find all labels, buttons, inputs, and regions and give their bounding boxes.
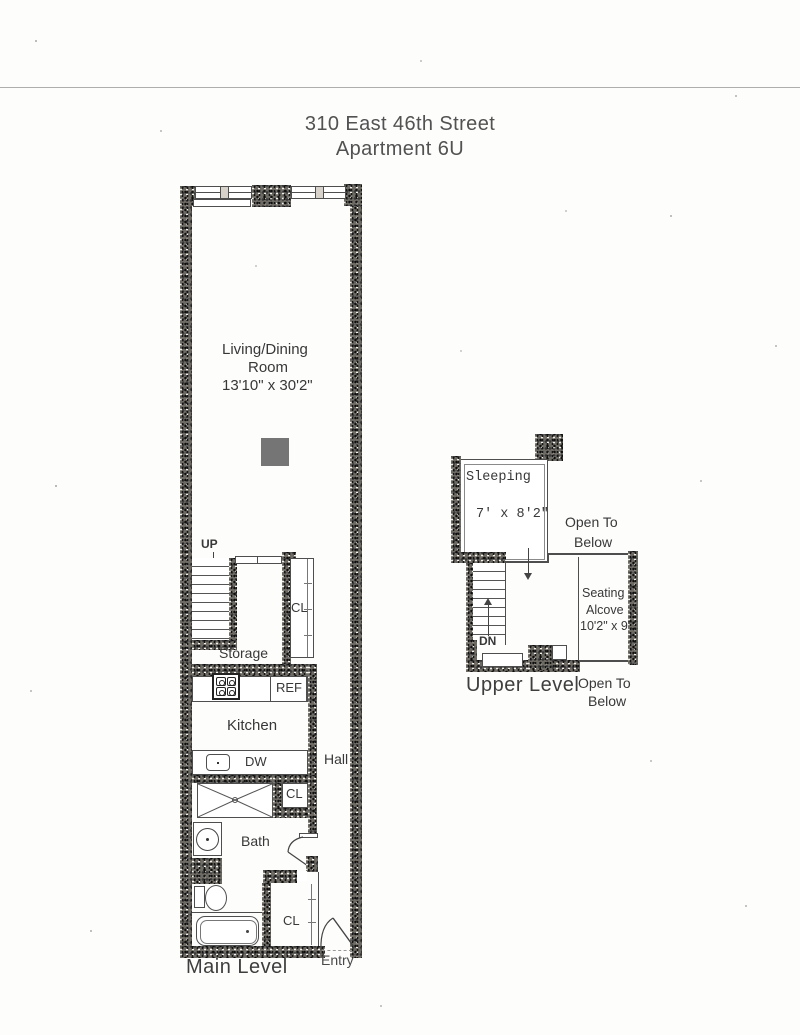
closet-lower-notch — [297, 871, 307, 881]
bath-label: Bath — [241, 833, 270, 849]
open-to-below-side-1: Open To — [565, 514, 618, 530]
closet-door-tick-1 — [304, 583, 312, 584]
sleeping-label: Sleeping — [466, 470, 531, 485]
bathtub-drain — [246, 930, 249, 933]
stairs-up-treads — [192, 558, 229, 642]
window-sill — [193, 199, 251, 207]
shower-glass-lines — [198, 784, 272, 817]
dishwasher-label: DW — [245, 754, 267, 769]
vanity-wall-below — [192, 858, 222, 884]
closet-upper-label: CL — [291, 600, 308, 615]
sleeping-exit-arrow-shaft — [528, 548, 529, 574]
main-wall-top-corner-right — [344, 184, 362, 206]
bath-sink-drain — [206, 838, 209, 841]
main-wall-right — [350, 184, 362, 958]
main-level-label: Main Level — [186, 956, 288, 978]
bath-door-wall-stub — [306, 856, 318, 872]
upper-wall-right — [628, 551, 638, 665]
closet-door-tick-3 — [304, 635, 312, 636]
upper-bottom-notch — [552, 645, 567, 660]
upper-alcove-divider — [578, 557, 579, 661]
upper-level-label: Upper Level — [466, 674, 580, 696]
window-left-mullion — [220, 186, 229, 199]
bath-wall-top-left — [192, 775, 278, 783]
closet-lower-door-track — [311, 884, 312, 945]
closet-lower-tick-1 — [308, 899, 316, 900]
stove-burner — [227, 677, 237, 686]
stairs-down-arrow-shaft — [488, 604, 489, 636]
bathtub — [196, 916, 259, 946]
bath-closet-wall-vertical — [262, 883, 271, 946]
entry-label: Entry — [321, 952, 354, 968]
seating-alcove-label-1: Seating — [582, 586, 625, 600]
main-wall-left — [180, 186, 192, 958]
kitchen-wall-top — [192, 664, 317, 676]
kitchen-label: Kitchen — [227, 717, 278, 734]
hall-label: Hall — [324, 751, 349, 767]
upper-line-connector — [547, 553, 549, 563]
room-label-living-dining-2: Room — [248, 359, 289, 376]
main-wall-top-center-pier — [252, 185, 291, 207]
stove — [212, 673, 240, 700]
closet-lower-tick-2 — [308, 922, 316, 923]
upper-alcove-bottom-line — [580, 660, 628, 662]
room-dimensions-living-dining: 13'10" x 30'2" — [222, 377, 313, 394]
refrigerator-label: REF — [276, 680, 302, 695]
kitchen-wall-right — [308, 664, 317, 775]
kitchen-sink-drain — [217, 762, 219, 764]
toilet-bowl — [205, 885, 227, 911]
kitchen-sink — [206, 754, 230, 771]
upper-bottom-pier — [528, 645, 552, 670]
toilet-tank — [194, 886, 205, 908]
stairs-down-edge-line — [505, 561, 506, 645]
bath-vanity — [193, 822, 222, 856]
upper-open-top-line — [548, 553, 628, 555]
scan-artifact-line — [0, 87, 800, 88]
page-title-apartment: Apartment 6U — [335, 138, 465, 160]
shower — [197, 783, 273, 818]
upper-bench — [482, 653, 523, 667]
closet-lower-label: CL — [283, 913, 300, 928]
stove-burner — [216, 687, 226, 696]
stairs-down-label: DN — [479, 634, 497, 648]
entry-threshold — [322, 950, 352, 951]
bath-closet-wall-top — [263, 870, 297, 883]
seating-alcove-dimensions: 10'2" x 9' — [580, 619, 631, 633]
structural-column — [261, 438, 289, 466]
scan-noise-specks — [0, 0, 2, 2]
hall-wall-left — [308, 775, 317, 833]
window-right-mullion — [315, 186, 324, 199]
room-label-living-dining-1: Living/Dining — [222, 341, 308, 358]
sleeping-wall-bottom-left — [451, 552, 506, 563]
railing-segment-2 — [257, 556, 282, 564]
stair-wall-right — [229, 558, 237, 642]
sleeping-wall-left — [451, 456, 461, 563]
storage-label: Storage — [219, 645, 269, 661]
toilet-divider-line — [192, 912, 262, 913]
entry-door — [318, 914, 358, 954]
open-to-below-side-2: Below — [574, 534, 613, 550]
seating-alcove-label-2: Alcove — [586, 603, 624, 617]
open-to-below-bottom-1: Open To — [578, 675, 631, 691]
sleeping-dimensions: 7' x 8'2" — [476, 507, 549, 522]
railing-segment-1 — [235, 556, 258, 564]
stove-burner — [227, 687, 237, 696]
page-title-address: 310 East 46th Street — [304, 113, 496, 135]
sleeping-exit-arrow-head — [524, 573, 532, 580]
upper-landing-top-line — [506, 561, 548, 563]
stairs-up-label: UP — [201, 537, 218, 551]
open-to-below-bottom-2: Below — [588, 693, 627, 709]
upper-column-pier — [535, 434, 563, 461]
stove-burner — [216, 677, 226, 686]
closet-mid-label: CL — [286, 786, 303, 801]
